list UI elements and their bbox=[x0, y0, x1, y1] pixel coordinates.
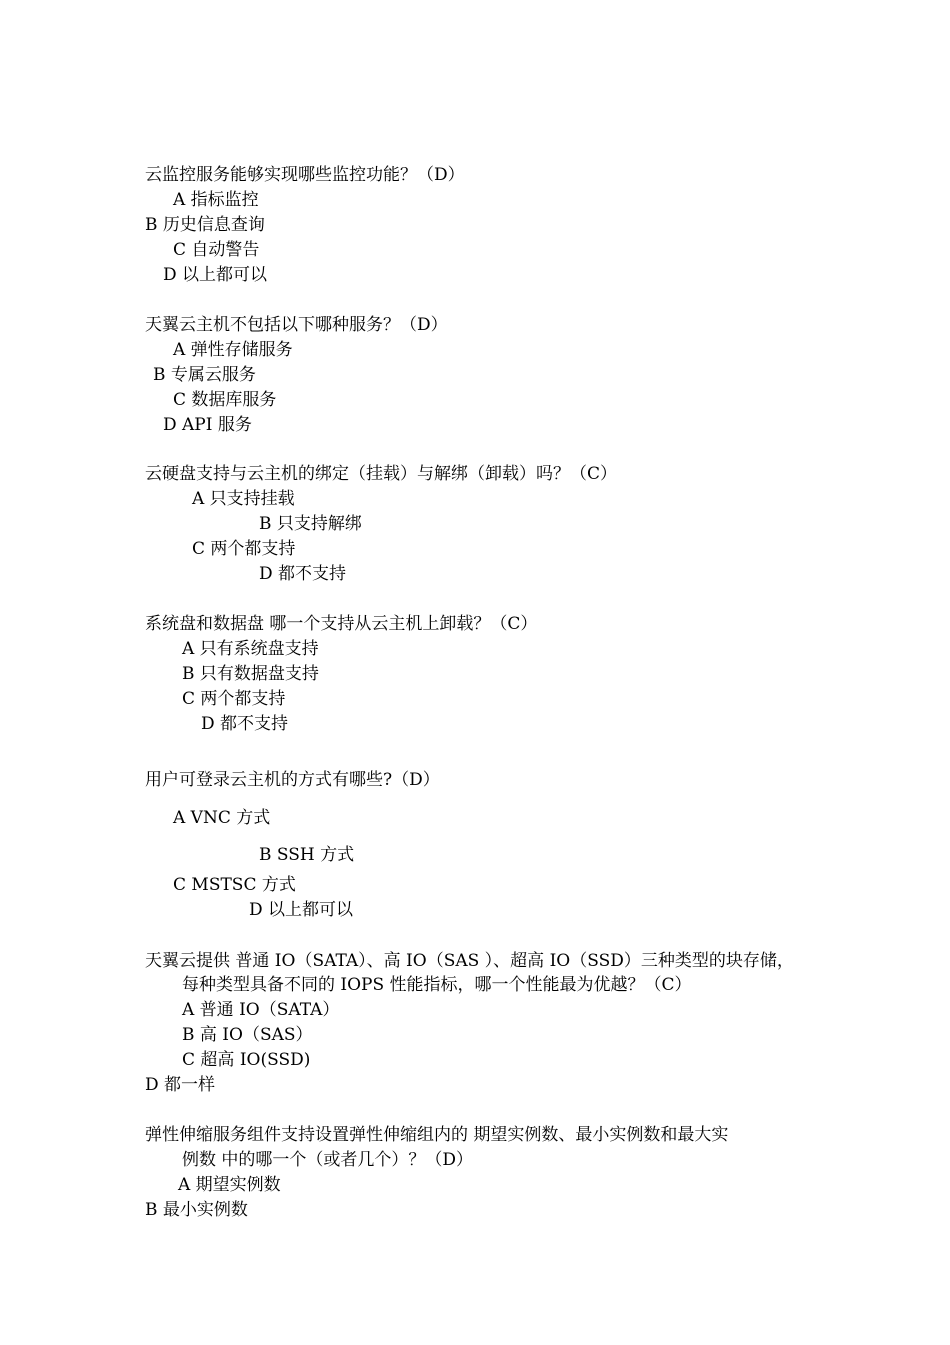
question-2-option-d: D API 服务 bbox=[163, 415, 252, 435]
question-6-option-b: B 高 IO（SAS） bbox=[182, 1025, 313, 1045]
question-3-option-a: A 只支持挂载 bbox=[192, 489, 295, 509]
question-7-stem-line-2: 例数 中的哪一个（或者几个）？（D） bbox=[182, 1150, 474, 1170]
question-1-option-b: B 历史信息查询 bbox=[145, 215, 265, 235]
question-5-option-d: D 以上都可以 bbox=[249, 900, 354, 920]
question-3-stem: 云硬盘支持与云主机的绑定（挂载）与解绑（卸载）吗？（C） bbox=[145, 464, 618, 484]
question-7-stem-line-1: 弹性伸缩服务组件支持设置弹性伸缩组内的 期望实例数、最小实例数和最大实 bbox=[145, 1125, 729, 1145]
question-4-option-d: D 都不支持 bbox=[201, 714, 289, 734]
question-4-option-c: C 两个都支持 bbox=[182, 689, 286, 709]
question-5-stem: 用户可登录云主机的方式有哪些?（D） bbox=[145, 770, 440, 790]
question-1-option-c: C 自动警告 bbox=[173, 240, 260, 260]
question-1-option-d: D 以上都可以 bbox=[163, 265, 268, 285]
question-4-option-a: A 只有系统盘支持 bbox=[182, 639, 319, 659]
question-3-option-c: C 两个都支持 bbox=[192, 539, 296, 559]
question-1-stem: 云监控服务能够实现哪些监控功能？（D） bbox=[145, 165, 465, 185]
question-4-option-b: B 只有数据盘支持 bbox=[182, 664, 319, 684]
question-4-stem: 系统盘和数据盘 哪一个支持从云主机上卸载？（C） bbox=[145, 614, 538, 634]
question-7-option-a: A 期望实例数 bbox=[178, 1175, 281, 1195]
question-2-option-c: C 数据库服务 bbox=[173, 390, 277, 410]
question-3-option-b: B 只支持解绑 bbox=[259, 514, 362, 534]
question-3-option-d: D 都不支持 bbox=[259, 564, 347, 584]
question-2-option-b: B 专属云服务 bbox=[153, 365, 256, 385]
question-2-stem: 天翼云主机不包括以下哪种服务？（D） bbox=[145, 315, 448, 335]
question-6-option-a: A 普通 IO（SATA） bbox=[182, 1000, 340, 1020]
question-6-stem-line-2: 每种类型具备不同的 IOPS 性能指标，哪一个性能最为优越？（C） bbox=[182, 975, 692, 995]
question-2-option-a: A 弹性存储服务 bbox=[173, 340, 293, 360]
question-6-stem-line-1: 天翼云提供 普通 IO（SATA）、高 IO（SAS ）、超高 IO（SSD）三种类型的块存储， bbox=[145, 951, 794, 971]
question-1-option-a: A 指标监控 bbox=[173, 190, 259, 210]
question-5-option-a: A VNC 方式 bbox=[173, 808, 271, 828]
question-6-option-c: C 超高 IO(SSD) bbox=[182, 1050, 311, 1070]
question-7-option-b: B 最小实例数 bbox=[145, 1200, 248, 1220]
question-5-option-c: C MSTSC 方式 bbox=[173, 875, 296, 895]
question-6-option-d: D 都一样 bbox=[145, 1075, 216, 1095]
question-5-option-b: B SSH 方式 bbox=[259, 845, 355, 865]
